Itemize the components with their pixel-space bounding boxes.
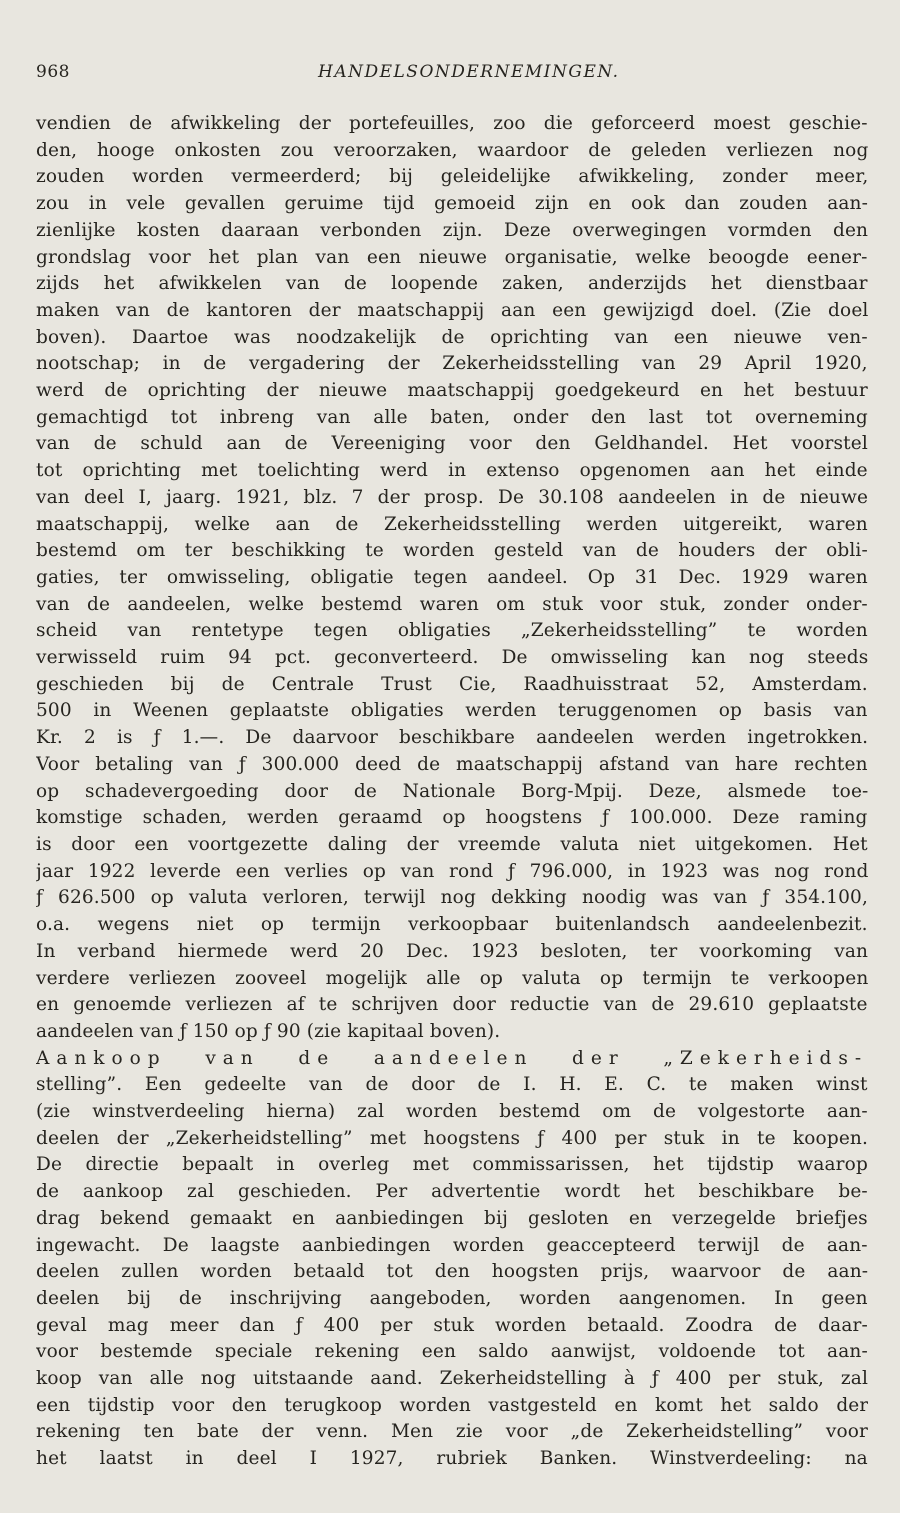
text-line: het laatst in deel I 1927, rubriek Banken. Winstverdeeling: na <box>36 1448 868 1470</box>
text-line: maatschappij, welke aan de Zekerheidsstelling werden uitgereikt, waren <box>36 513 868 535</box>
text-line: deelen zullen worden betaald tot den hoogsten prijs, waarvoor de aan- <box>36 1261 868 1283</box>
text-line: werd de oprichting der nieuwe maatschappij goedgekeurd en het bestuur <box>36 380 868 402</box>
page-number: 968 <box>36 62 70 82</box>
text-line: boven). Daartoe was noodzakelijk de oprichting van een nieuwe ven- <box>36 326 868 348</box>
text-line: (zie winstverdeeling hierna) zal worden bestemd om de volgestorte aan- <box>36 1101 868 1123</box>
text-line: verdere verliezen zooveel mogelijk alle op valuta op termijn te verkoopen <box>36 967 868 989</box>
text-line: ƒ 626.500 op valuta verloren, terwijl nog dekking noodig was van ƒ 354.100, <box>36 887 868 909</box>
text-line: gemachtigd tot inbreng van alle baten, onder den last tot overneming <box>36 406 868 428</box>
text-line: zijds het afwikkelen van de loopende zaken, anderzijds het dienstbaar <box>36 273 868 295</box>
text-line: Voor betaling van ƒ 300.000 deed de maatschappij afstand van hare rechten <box>36 753 868 775</box>
text-line: Kr. 2 is ƒ 1.—. De daarvoor beschikbare aandeelen werden ingetrokken. <box>36 727 868 749</box>
text-line: maken van de kantoren der maatschappij aan een gewijzigd doel. (Zie doel <box>36 299 868 321</box>
text-line: verwisseld ruim 94 pct. geconverteerd. De omwisseling kan nog steeds <box>36 647 868 669</box>
text-line: o.a. wegens niet op termijn verkoopbaar buitenlandsch aandeelenbezit. <box>36 914 868 936</box>
running-head <box>36 62 866 84</box>
text-line: is door een voortgezette daling der vreemde valuta niet uitgekomen. Het <box>36 833 868 855</box>
body-text <box>36 111 868 1473</box>
text-line: den, hooge onkosten zou veroorzaken, waardoor de geleden verliezen nog <box>36 139 868 161</box>
text-line: De directie bepaalt in overleg met commissarissen, het tijdstip waarop <box>36 1154 868 1176</box>
running-title: HANDELSONDERNEMINGEN. <box>318 62 620 82</box>
text-line: de aankoop zal geschieden. Per advertentie wordt het beschikbare be- <box>36 1181 868 1203</box>
text-line: Aankoop van de aandeelen der „Zekerheids- <box>36 1047 868 1069</box>
text-line: rekening ten bate der venn. Men zie voor „de Zekerheidstelling” voor <box>36 1421 868 1443</box>
text-line: zienlijke kosten daaraan verbonden zijn. Deze overwegingen vormden den <box>36 219 868 241</box>
text-line: scheid van rentetype tegen obligaties „Zekerheidsstelling” te worden <box>36 620 868 642</box>
text-line: van de aandeelen, welke bestemd waren om stuk voor stuk, zonder onder- <box>36 593 868 615</box>
text-line: nootschap; in de vergadering der Zekerheidsstelling van 29 April 1920, <box>36 353 868 375</box>
text-line: grondslag voor het plan van een nieuwe organisatie, welke beoogde eener- <box>36 246 868 268</box>
text-line: van de schuld aan de Vereeniging voor den Geldhandel. Het voorstel <box>36 433 868 455</box>
text-line: stelling”. Een gedeelte van de door de I. H. E. C. te maken winst <box>36 1074 868 1096</box>
text-line: deelen der „Zekerheidstelling” met hoogstens ƒ 400 per stuk in te koopen. <box>36 1127 868 1149</box>
text-line: koop van alle nog uitstaande aand. Zekerheidstelling à ƒ 400 per stuk, zal <box>36 1368 868 1390</box>
text-line: In verband hiermede werd 20 Dec. 1923 besloten, ter voorkoming van <box>36 940 868 962</box>
text-line: geval mag meer dan ƒ 400 per stuk worden betaald. Zoodra de daar- <box>36 1314 868 1336</box>
text-line: drag bekend gemaakt en aanbiedingen bij gesloten en verzegelde briefjes <box>36 1207 868 1229</box>
text-line: jaar 1922 leverde een verlies op van rond ƒ 796.000, in 1923 was nog rond <box>36 860 868 882</box>
text-line: bestemd om ter beschikking te worden gesteld van de houders der obli- <box>36 540 868 562</box>
text-line: een tijdstip voor den terugkoop worden vastgesteld en komt het saldo der <box>36 1394 868 1416</box>
text-line: voor bestemde speciale rekening een saldo aanwijst, voldoende tot aan- <box>36 1341 868 1363</box>
text-line: van deel I, jaarg. 1921, blz. 7 der prosp. De 30.108 aandeelen in de nieuwe <box>36 486 868 508</box>
text-line: vendien de afwikkeling der portefeuilles, zoo die geforceerd moest geschie- <box>36 113 868 134</box>
text-line: geschieden bij de Centrale Trust Cie, Raadhuisstraat 52, Amsterdam. <box>36 673 868 695</box>
text-line: ingewacht. De laagste aanbiedingen worden geaccepteerd terwijl de aan- <box>36 1234 868 1256</box>
text-line: deelen bij de inschrijving aangeboden, worden aangenomen. In geen <box>36 1287 868 1309</box>
text-line: tot oprichting met toelichting werd in extenso opgenomen aan het einde <box>36 460 868 482</box>
text-line: op schadevergoeding door de Nationale Borg-Mpij. Deze, alsmede toe- <box>36 780 868 802</box>
text-line: aandeelen van ƒ 150 op ƒ 90 (zie kapitaal boven). <box>36 1020 501 1042</box>
text-line: zou in vele gevallen geruime tijd gemoeid zijn en ook dan zouden aan- <box>36 193 868 215</box>
text-line: gaties, ter omwisseling, obligatie tegen aandeel. Op 31 Dec. 1929 waren <box>36 566 868 588</box>
text-line: 500 in Weenen geplaatste obligaties werden teruggenomen op basis van <box>36 700 868 722</box>
text-line: en genoemde verliezen af te schrijven door reductie van de 29.610 geplaatste <box>36 994 868 1016</box>
text-line: komstige schaden, werden geraamd op hoogstens ƒ 100.000. Deze raming <box>36 807 868 829</box>
text-line: zouden worden vermeerderd; bij geleidelijke afwikkeling, zonder meer, <box>36 166 868 188</box>
